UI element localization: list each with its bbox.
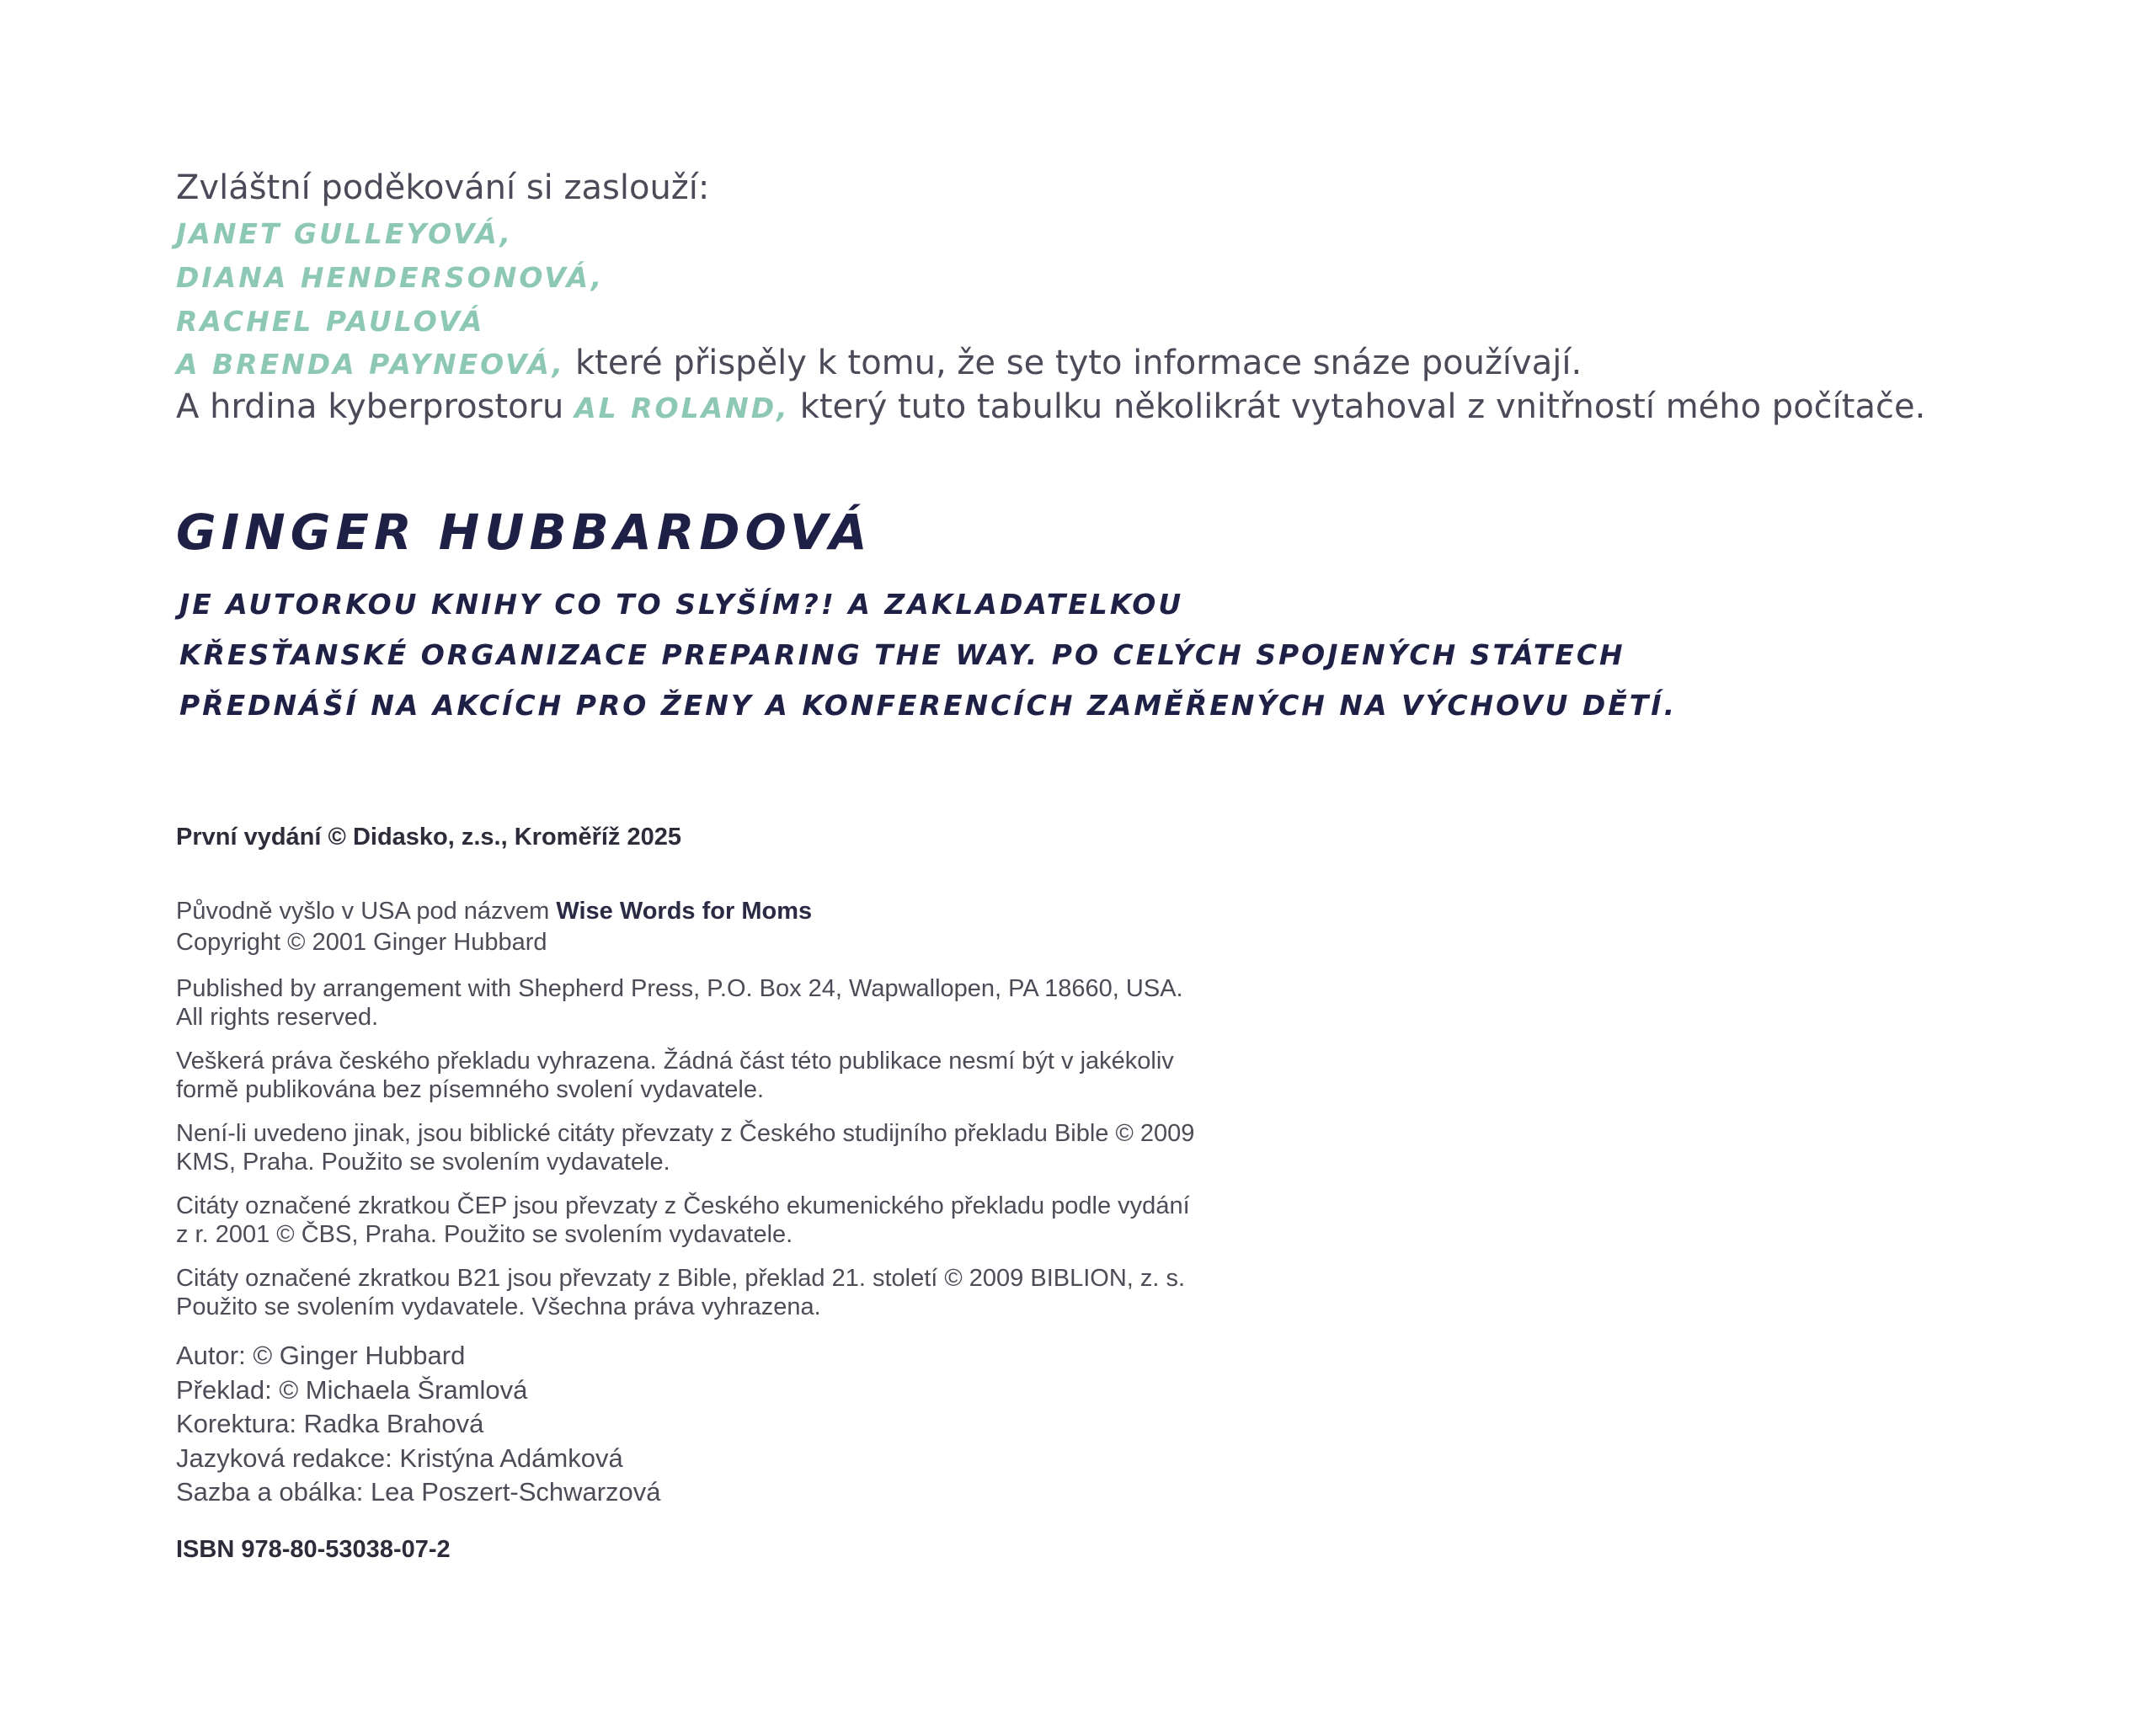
original-title: Wise Words for Moms xyxy=(556,898,813,925)
thanks-line-5-pre: A hrdina kyberprostoru xyxy=(176,387,564,426)
original-title-pre: Původně vyšlo v USA pod názvem xyxy=(176,898,550,925)
thanks-intro: Zvláštní poděkování si zaslouží: xyxy=(176,168,710,207)
thanks-name-2: DIANA HENDERSONOVÁ, xyxy=(176,261,605,294)
credit-language-editing: Jazyková redakce: Kristýna Adámková xyxy=(176,1443,623,1473)
original-title-line xyxy=(176,897,812,925)
thanks-name-5: AL ROLAND, xyxy=(574,392,790,424)
author-bio-line-3: PŘEDNÁŠÍ NA AKCÍCH PRO ŽENY A KONFERENCÍCH ZAMĚŘENÝCH NA VÝCHOVU DĚTÍ. xyxy=(179,689,1678,722)
rights-paragraph-3: Není-li uvedeno jinak, jsou biblické citáty převzaty z Českého studijního překladu Bible © 2009 KMS, Praha. Použito se svolením vydavatele. xyxy=(176,1120,1195,1176)
thanks-line-4 xyxy=(176,344,1582,382)
thanks-name-1: JANET GULLEYOVÁ, xyxy=(176,217,514,250)
thanks-name-4: A BRENDA PAYNEOVÁ, xyxy=(176,348,566,381)
thanks-name-3: RACHEL PAULOVÁ xyxy=(176,305,485,338)
author-bio-line-2: KŘESŤANSKÉ ORGANIZACE PREPARING THE WAY. PO CELÝCH SPOJENÝCH STÁTECH xyxy=(179,638,1625,671)
credit-translation: Překlad: © Michaela Šramlová xyxy=(176,1374,528,1405)
rights-paragraph-4: Citáty označené zkratkou ČEP jsou převzaty z Českého ekumenického překladu podle vydání z r. 2001 © ČBS, Praha. Použito se svolením vydavatele. xyxy=(176,1192,1190,1248)
credits-list xyxy=(176,1339,661,1510)
rights-paragraph-1: Published by arrangement with Shepherd Press, P.O. Box 24, Wapwallopen, PA 18660, USA. All rights reserved. xyxy=(176,975,1183,1031)
rights-paragraph-2: Veškerá práva českého překladu vyhrazena. Žádná část této publikace nesmí být v jakékoliv formě publikována bez písemného svolení vydavatele. xyxy=(176,1048,1174,1103)
credit-proofreading: Korektura: Radka Brahová xyxy=(176,1409,484,1438)
author-name-heading: GINGER HUBBARDOVÁ xyxy=(176,504,873,561)
author-bio-line-1: JE AUTORKOU KNIHY CO TO SLYŠÍM?! A ZAKLADATELKOU xyxy=(179,588,1184,621)
thanks-line-5-post: který tuto tabulku několikrát vytahoval z vnitřností mého počítače. xyxy=(799,387,1926,426)
credit-typesetting: Sazba a obálka: Lea Poszert-Schwarzová xyxy=(176,1477,661,1507)
thanks-line-5 xyxy=(176,387,1925,426)
rights-paragraph-5: Citáty označené zkratkou B21 jsou převzaty z Bible, překlad 21. století © 2009 BIBLION, z. s. Použito se svolením vydavatele. Všechna práva vyhrazena. xyxy=(176,1265,1186,1320)
copyright-line: Copyright © 2001 Ginger Hubbard xyxy=(176,929,547,956)
isbn-line: ISBN 978-80-53038-07-2 xyxy=(176,1536,451,1563)
first-edition-line: První vydání © Didasko, z.s., Kroměříž 2025 xyxy=(176,824,681,851)
thanks-line-4-text: které přispěly k tomu, že se tyto informace snáze používají. xyxy=(575,344,1582,382)
credit-author: Autor: © Ginger Hubbard xyxy=(176,1341,466,1370)
